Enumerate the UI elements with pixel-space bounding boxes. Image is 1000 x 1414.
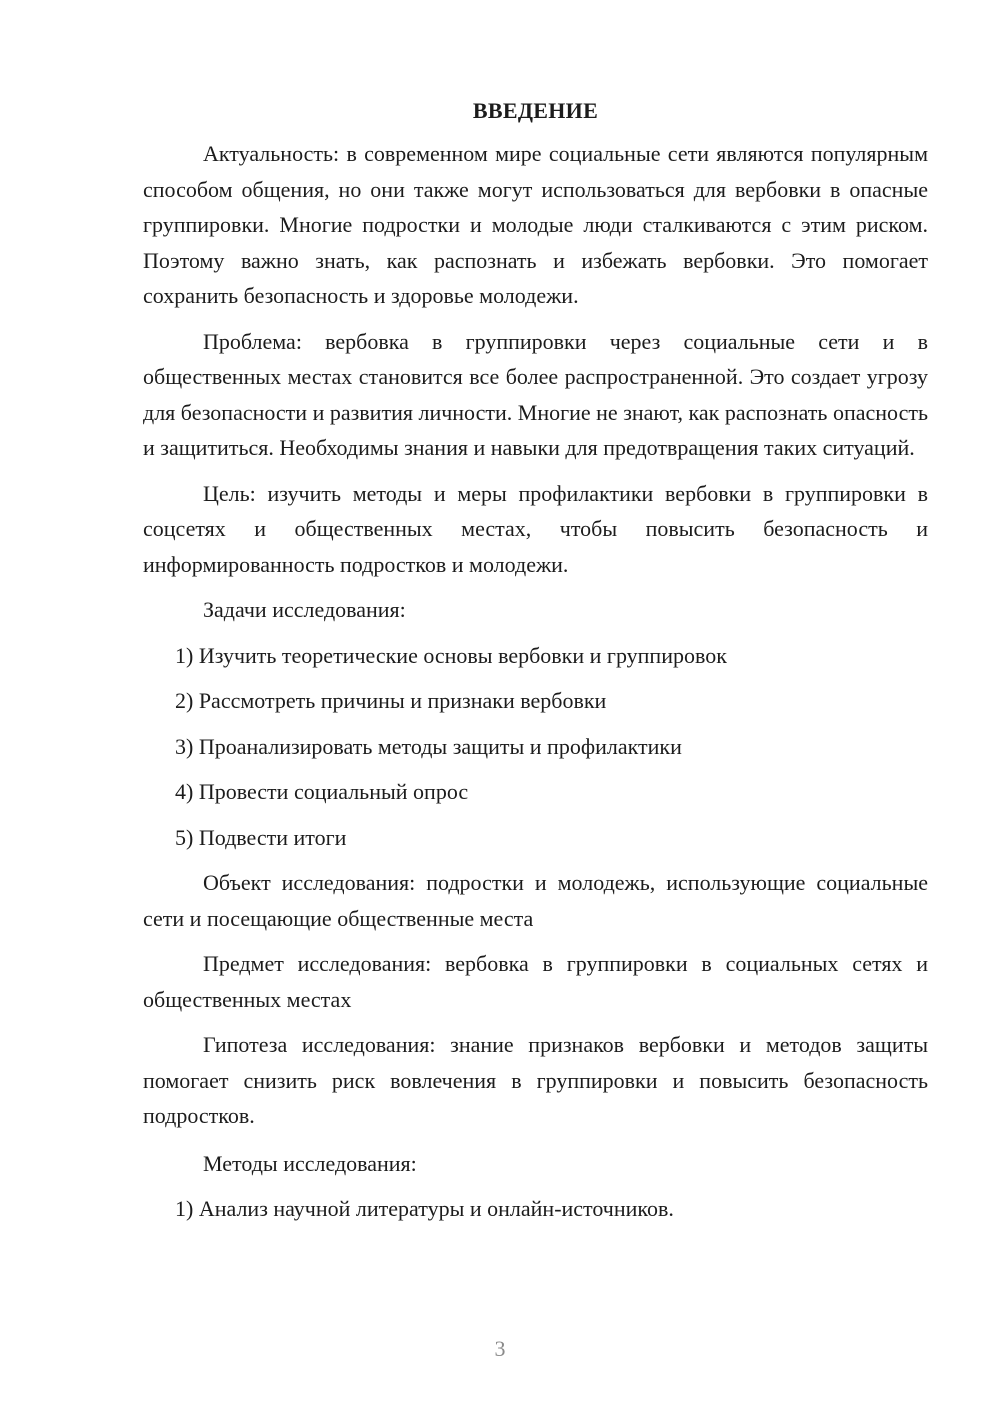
goal-paragraph: Цель: изучить методы и меры профилактики вербовки в группировки в соцсетях и общественных местах, чтобы повысить безопасность и информированность подростков и молодежи. (143, 480, 928, 577)
list-item: 1) Анализ научной литературы и онлайн-источников. (175, 1196, 674, 1221)
methods-title: Методы исследования: (203, 1150, 417, 1176)
list-item: 4) Провести социальный опрос (175, 779, 469, 804)
list-item: 3) Проанализировать методы защиты и профилактики (175, 733, 682, 759)
hypothesis-paragraph: Гипотеза исследования: знание признаков вербовки и методов защиты помогает снизить риск вовлечения в группировки и повысить безопасность подростков. (143, 1032, 928, 1128)
list-item: 5) Подвести итоги (175, 824, 347, 850)
object-paragraph: Объект исследования: подростки и молодежь, использующие социальные сети и посещающие общественные места (143, 870, 928, 931)
problem-paragraph: Проблема: вербовка в группировки через социальные сети и в общественных местах становится все более распространенной. Это создает угрозу для безопасности и развития личности. Многие не знают, как распознать опасность и защититься. Необходимы знания и навыки для предотвращения таких ситуаций. (143, 328, 928, 460)
page-number: 3 (494, 1336, 506, 1361)
subject-paragraph: Предмет исследования: вербовка в группировки в социальных сетях и общественных местах (143, 951, 928, 1012)
section-heading: ВВЕДЕНИЕ (472, 98, 599, 123)
tasks-title: Задачи исследования: (203, 597, 406, 622)
list-item: 1) Изучить теоретические основы вербовки и группировок (175, 642, 727, 668)
document-page (143, 96, 928, 1237)
tasks-list (143, 638, 928, 856)
list-item: 2) Рассмотреть причины и признаки вербовки (175, 688, 607, 713)
relevance-paragraph: Актуальность: в современном мире социальные сети являются популярным способом общения, но они также могут использоваться для вербовки в опасные группировки. Многие подростки и молодые люди сталкиваются с этим риском. Поэтому важно знать, как распознать и избежать вербовки. Это помогает сохранить безопасность и здоровье молодежи. (143, 141, 928, 308)
methods-list (143, 1191, 928, 1227)
